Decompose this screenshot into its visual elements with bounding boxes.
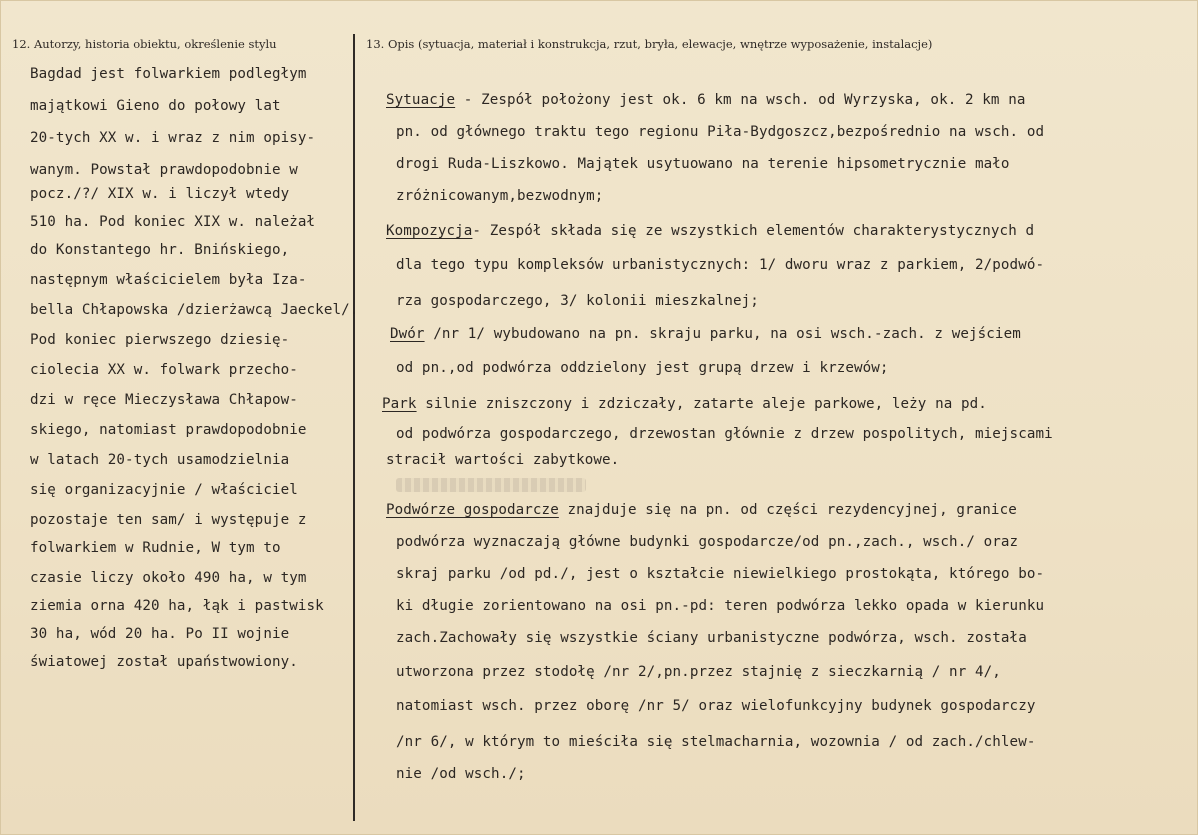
history-line: światowej został upaństwowiony. — [30, 654, 298, 670]
history-line: ciolecia XX w. folwark przecho- — [30, 362, 298, 378]
dwor-label: Dwór — [390, 326, 425, 342]
history-line: dzi w ręce Mieczysława Chłapow- — [30, 392, 298, 408]
description-text: - Zespół położony jest ok. 6 km na wsch. od Wyrzyska, ok. 2 km na — [455, 92, 1026, 108]
column-divider — [353, 34, 355, 821]
description-line — [386, 502, 1017, 518]
description-text: silnie zniszczony i zdziczały, zatarte aleje parkowe, leży na pd. — [416, 396, 987, 412]
history-line: Pod koniec pierwszego dziesię- — [30, 332, 290, 348]
description-line — [382, 396, 987, 412]
history-line: majątkowi Gieno do połowy lat — [30, 98, 281, 114]
history-line: ziemia orna 420 ha, łąk i pastwisk — [30, 598, 324, 614]
description-text: znajduje się na pn. od części rezydencyjnej, granice — [558, 502, 1017, 518]
history-line: 510 ha. Pod koniec XIX w. należał — [30, 214, 316, 230]
history-line: czasie liczy około 490 ha, w tym — [30, 570, 307, 586]
section-13-heading: 13. Opis (sytuacja, materiał i konstrukcja, rzut, bryła, elewacje, wnętrze wyposażenie, instalacje) — [366, 37, 933, 51]
description-line: podwórza wyznaczają główne budynki gospodarcze/od pn.,zach., wsch./ oraz — [396, 534, 1019, 550]
description-line: drogi Ruda-Liszkowo. Majątek usytuowano na terenie hipsometrycznie mało — [396, 156, 1010, 172]
history-line: pocz./?/ XIX w. i liczył wtedy — [30, 186, 290, 202]
history-line: bella Chłapowska /dzierżawcą Jaeckel/. — [30, 302, 359, 318]
description-text: - Zespół składa się ze wszystkich elementów charakterystycznych d — [472, 223, 1035, 239]
erased-text-mark — [396, 478, 586, 492]
section-12-heading: 12. Autorzy, historia obiektu, określenie stylu — [12, 37, 277, 51]
history-line: następnym właścicielem była Iza- — [30, 272, 307, 288]
park-label: Park — [382, 396, 417, 412]
history-line: się organizacyjnie / właściciel — [30, 482, 298, 498]
description-line: pn. od głównego traktu tego regionu Piła-Bydgoszcz,bezpośrednio na wsch. od — [396, 124, 1045, 140]
sytuacje-label: Sytuacje — [386, 92, 456, 108]
description-line: dla tego typu kompleksów urbanistycznych: 1/ dworu wraz z parkiem, 2/podwó- — [396, 257, 1045, 273]
history-line: folwarkiem w Rudnie, W tym to — [30, 540, 281, 556]
history-line: do Konstantego hr. Bnińskiego, — [30, 242, 290, 258]
history-line: 20-tych XX w. i wraz z nim opisy- — [30, 130, 316, 146]
history-line: wanym. Powstał prawdopodobnie w — [30, 162, 298, 178]
description-line: utworzona przez stodołę /nr 2/,pn.przez stajnię z sieczkarnią / nr 4/, — [396, 664, 1001, 680]
description-line: nie /od wsch./; — [396, 766, 526, 782]
description-line — [390, 326, 1021, 342]
history-line: Bagdad jest folwarkiem podległym — [30, 66, 307, 82]
description-line: stracił wartości zabytkowe. — [386, 452, 620, 468]
history-line: w latach 20-tych usamodzielnia — [30, 452, 290, 468]
description-line: zach.Zachowały się wszystkie ściany urbanistyczne podwórza, wsch. została — [396, 630, 1027, 646]
description-line: skraj parku /od pd./, jest o kształcie niewielkiego prostokąta, którego bo- — [396, 566, 1045, 582]
description-line: ki długie zorientowano na osi pn.-pd: teren podwórza lekko opada w kierunku — [396, 598, 1045, 614]
history-line: pozostaje ten sam/ i występuje z — [30, 512, 307, 528]
podworze-label: Podwórze gospodarcze — [386, 502, 559, 518]
description-text: /nr 1/ wybudowano na pn. skraju parku, na osi wsch.-zach. z wejściem — [424, 326, 1021, 342]
history-line: 30 ha, wód 20 ha. Po II wojnie — [30, 626, 290, 642]
description-line: od pn.,od podwórza oddzielony jest grupą drzew i krzewów; — [396, 360, 889, 376]
description-line — [386, 92, 1026, 108]
description-line: /nr 6/, w którym to mieściła się stelmacharnia, wozownia / od zach./chlew- — [396, 734, 1036, 750]
description-line: od podwórza gospodarczego, drzewostan głównie z drzew pospolitych, miejscami — [396, 426, 1053, 442]
kompozycja-label: Kompozycja — [386, 223, 473, 239]
history-line: skiego, natomiast prawdopodobnie — [30, 422, 307, 438]
description-line: zróżnicowanym,bezwodnym; — [396, 188, 604, 204]
description-line: rza gospodarczego, 3/ kolonii mieszkalnej; — [396, 293, 759, 309]
description-line: natomiast wsch. przez oborę /nr 5/ oraz wielofunkcyjny budynek gospodarczy — [396, 698, 1036, 714]
description-line — [386, 223, 1034, 239]
